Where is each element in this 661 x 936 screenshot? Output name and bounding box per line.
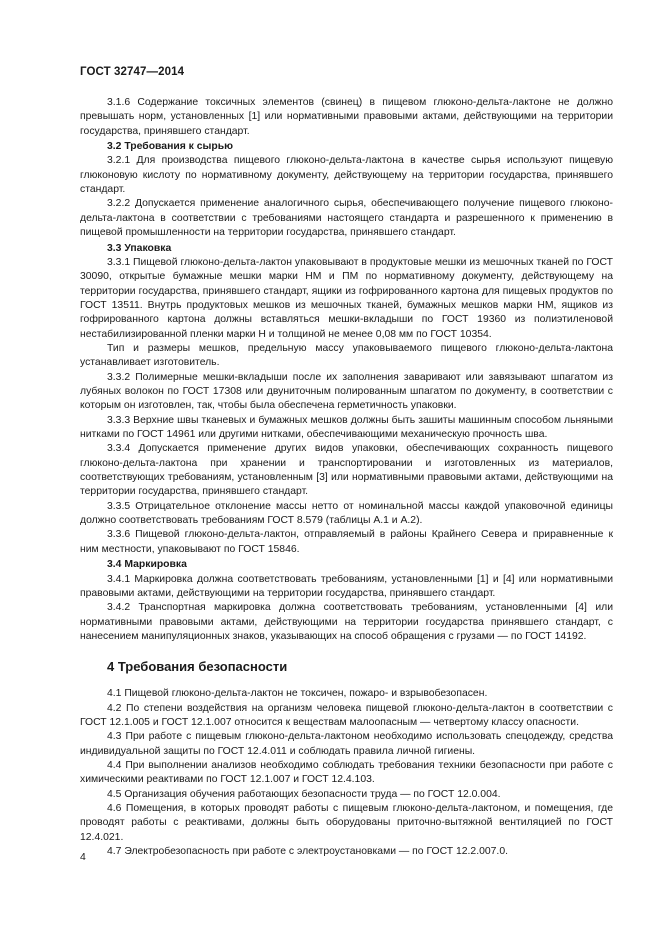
subsection-heading-3-4: 3.4 Маркировка [107, 559, 187, 571]
paragraph-3-3-6: 3.3.6 Пищевой глюконо-дельта-лактон, отправляемый в районы Крайнего Севера и приравненные к ним местности, упаковывают по ГОСТ 15846. [80, 529, 613, 555]
paragraph-4-1: 4.1 Пищевой глюконо-дельта-лактон не токсичен, пожаро- и взрывобезопасен. [107, 688, 488, 700]
paragraph-4-5: 4.5 Организация обучения работающих безопасности труда — по ГОСТ 12.0.004. [107, 788, 501, 800]
paragraph-4-4: 4.4 При выполнении анализов необходимо соблюдать требования техники безопасности при работе с химическими реактивами по ГОСТ 12.1.007 и ГОСТ 12.4.103. [80, 759, 613, 786]
paragraph-3-3-1-continued: Тип и размеры мешков, предельную массу упаковываемого пищевого глюконо-дельта-лактона устанавливает изготовитель. [80, 342, 613, 369]
paragraph-3-2-2: 3.2.2 Допускается применение аналогичного сырья, обеспечивающего получение пищевого глюконо-дельта-лактона в соответствии с требованиями настоящего стандарта и разрешенного к применению в пищевой промышленности на территории государства, принявшего стандарт. [80, 198, 613, 239]
section-heading-4: 4 Требования безопасности [107, 659, 288, 675]
paragraph-4-6: 4.6 Помещения, в которых проводят работы с пищевым глюконо-дельта-лактоном, и помещения, где проводят работы с реактивами, должны быть оборудованы приточно-вытяжной вентиляцией по ГОСТ 12.4.021. [80, 803, 613, 843]
paragraph-3-3-2: 3.3.2 Полимерные мешки-вкладыши после их заполнения заваривают или завязывают шпагатом из лубяных волокон по ГОСТ 17308 или двуниточным полированным шпагатом по документу, в соответствии с которым он изготовлен, так, чтобы была обеспечена герметичность упаковки. [80, 371, 613, 412]
subsection-heading-3-3: 3.3 Упаковка [107, 242, 172, 254]
paragraph-3-3-3: 3.3.3 Верхние швы тканевых и бумажных мешков должны быть зашиты машинным способом льняными нитками по ГОСТ 14961 или другими нитками, обеспечивающими механическую прочность шва. [80, 414, 613, 441]
paragraph-3-2-1: 3.2.1 Для производства пищевого глюконо-дельта-лактона в качестве сырья используют пищевую глюконовую кислоту по нормативному документу, действующему на территории государства, принявшего стандарт. [80, 155, 613, 196]
paragraph-3-4-2: 3.4.2 Транспортная маркировка должна соответствовать требованиям, установленными [4] или нормативными правовыми актами, действующими на территории государства принявшего стандарт, с нанесением манипуляционных знаков, указывающих на способ обращения с грузами — по ГОСТ 14192. [80, 602, 613, 642]
document-body [80, 96, 613, 859]
paragraph-4-2: 4.2 По степени воздействия на организм человека пищевой глюконо-дельта-лактон в соответствии с ГОСТ 12.1.005 и ГОСТ 12.1.007 относится к веществам малоопасным — четвертому классу опасности. [80, 702, 613, 728]
paragraph-3-3-5: 3.3.5 Отрицательное отклонение массы нетто от номинальной массы каждой упаковочной единицы должно соответствовать требованиям ГОСТ 8.579 (таблицы А.1 и А.2). [80, 500, 613, 527]
paragraph-3-3-4: 3.3.4 Допускается применение других видов упаковки, обеспечивающих сохранность пищевого глюконо-дельта-лактона при хранении и транспортировании и изготовленных из материалов, соответствующих требованиям, установленным [3] или нормативными правовыми актами, действующими на территории государства, принявшего стандарт. [80, 443, 613, 498]
paragraph-3-3-1: 3.3.1 Пищевой глюконо-дельта-лактон упаковывают в продуктовые мешки из мешочных тканей по ГОСТ 30090, открытые бумажные мешки марки НМ и ПМ по нормативному документу, действующему на территории государства, принявшего стандарт, ящики из гофрированного картона для пищевых продуктов по ГОСТ 13511. Внутрь продуктовых мешков из мешочных тканей, бумажных мешков марки НМ, ящиков из гофрированного картона должны вставляться мешки-вкладыши по ГОСТ 19360 из полиэтиленовой нестабилизированной пленки марки Н и толщиной не менее 0,08 мм по ГОСТ 10354. [80, 256, 613, 340]
paragraph-3-1-6: 3.1.6 Содержание токсичных элементов (свинец) в пищевом глюконо-дельта-лактоне не должно превышать норм, установленных [1] или нормативными правовыми актами, действующими на территории государства, принявшего стандарт. [80, 97, 613, 137]
subsection-heading-3-2: 3.2 Требования к сырью [107, 141, 234, 153]
paragraph-3-4-1: 3.4.1 Маркировка должна соответствовать требованиям, установленными [1] и [4] или нормативными правовыми актами, действующими на территории государства, принявшего стандарт. [80, 573, 613, 599]
document-header: ГОСТ 32747—2014 [80, 66, 185, 78]
page-number: 4 [80, 852, 86, 863]
paragraph-4-3: 4.3 При работе с пищевым глюконо-дельта-лактоном необходимо использовать спецодежду, средства индивидуальной защиты по ГОСТ 12.4.011 и соблюдать правила личной гигиены. [80, 731, 613, 757]
paragraph-4-7: 4.7 Электробезопасность при работе с электроустановками — по ГОСТ 12.2.007.0. [107, 846, 508, 858]
